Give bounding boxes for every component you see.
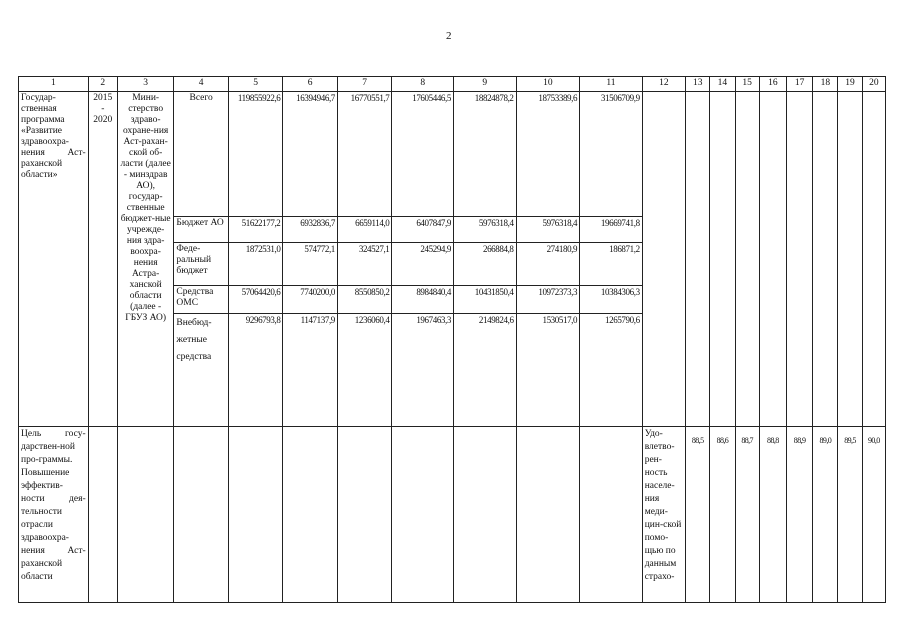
source-oms-funds: Средства ОМС (174, 286, 229, 314)
empty-cell (337, 427, 392, 603)
header-cell: 5 (228, 77, 283, 92)
empty-cell (392, 427, 454, 603)
header-cell: 17 (786, 77, 812, 92)
header-cell: 2 (88, 77, 117, 92)
value-cell: 16394946,7 (283, 92, 338, 217)
header-cell: 3 (117, 77, 174, 92)
value-cell: 19669741,8 (580, 217, 643, 243)
indicator-value: 88,8 (759, 427, 786, 603)
header-cell: 4 (174, 77, 229, 92)
empty-cell (228, 427, 283, 603)
value-cell: 16770551,7 (337, 92, 392, 217)
indicator-value: 88,5 (686, 427, 710, 603)
value-cell: 18753389,6 (516, 92, 580, 217)
value-cell: 6659114,0 (337, 217, 392, 243)
value-cell: 17605446,5 (392, 92, 454, 217)
value-cell: 10431850,4 (453, 286, 516, 314)
table-row (19, 92, 886, 217)
source-regional-budget: Бюджет АО (174, 217, 229, 243)
program-executor: Мини-стерство здраво-охране-ния Аст-рахан-ской об-ласти (далее - минздрав АО), государ-ственные бюджет-ные учрежде-ния здра-воохра-нения Астра-ханской области (далее - ГБУЗ АО) (117, 92, 174, 427)
header-cell: 1 (19, 77, 89, 92)
empty-cell (453, 427, 516, 603)
value-cell: 274180,9 (516, 243, 580, 286)
header-cell: 20 (862, 77, 885, 92)
value-cell: 2149824,6 (453, 314, 516, 427)
indicator-value: 90,0 (862, 427, 885, 603)
value-cell: 51622177,2 (228, 217, 283, 243)
empty-cell (813, 92, 838, 427)
value-cell: 5976318,4 (516, 217, 580, 243)
empty-cell (516, 427, 580, 603)
header-cell: 6 (283, 77, 338, 92)
header-cell: 14 (710, 77, 735, 92)
empty-cell (710, 92, 735, 427)
value-cell: 1147137,9 (283, 314, 338, 427)
goal-indicator: Удо-влетво-рен-ность населе-ния меди-цин-ской помо-щью по данным страхо- (642, 427, 685, 603)
header-cell: 12 (642, 77, 685, 92)
header-cell: 16 (759, 77, 786, 92)
value-cell: 1967463,3 (392, 314, 454, 427)
empty-cell (283, 427, 338, 603)
value-cell: 186871,2 (580, 243, 643, 286)
header-cell: 19 (838, 77, 862, 92)
value-cell: 57064420,6 (228, 286, 283, 314)
value-cell: 8984840,4 (392, 286, 454, 314)
value-cell: 6407847,9 (392, 217, 454, 243)
value-cell: 1872531,0 (228, 243, 283, 286)
indicator-value: 89,5 (838, 427, 862, 603)
value-cell: 10384306,3 (580, 286, 643, 314)
header-cell: 7 (337, 77, 392, 92)
value-cell: 324527,1 (337, 243, 392, 286)
indicator-value: 89,0 (813, 427, 838, 603)
value-cell: 245294,9 (392, 243, 454, 286)
goal-row (19, 427, 886, 603)
column-numbers-row (19, 77, 886, 92)
empty-cell (838, 92, 862, 427)
empty-cell (642, 92, 685, 427)
header-cell: 10 (516, 77, 580, 92)
source-total: Всего (174, 92, 229, 217)
indicator-value: 88,6 (710, 427, 735, 603)
value-cell: 9296793,8 (228, 314, 283, 427)
program-years: 2015 - 2020 (88, 92, 117, 427)
indicator-value: 88,7 (735, 427, 759, 603)
source-federal-budget: Феде-ральный бюджет (174, 243, 229, 286)
value-cell: 119855922,6 (228, 92, 283, 217)
value-cell: 18824878,2 (453, 92, 516, 217)
header-cell: 15 (735, 77, 759, 92)
value-cell: 574772,1 (283, 243, 338, 286)
header-cell: 8 (392, 77, 454, 92)
empty-cell (862, 92, 885, 427)
value-cell: 6932836,7 (283, 217, 338, 243)
header-cell: 9 (453, 77, 516, 92)
program-name: Государ-ственная программа «Развитие здравоохра-нения Аст-раханской области» (19, 92, 89, 427)
header-cell: 11 (580, 77, 643, 92)
empty-cell (580, 427, 643, 603)
header-cell: 18 (813, 77, 838, 92)
indicator-value: 88,9 (786, 427, 812, 603)
empty-cell (759, 92, 786, 427)
goal-text: Цель госу-дарствен-ной про-граммы. Повышение эффектив-ности дея-тельности отрасли здравоохра-нения Аст-раханской области (19, 427, 89, 603)
value-cell: 7740200,0 (283, 286, 338, 314)
header-cell: 13 (686, 77, 710, 92)
empty-cell (117, 427, 174, 603)
value-cell: 1265790,6 (580, 314, 643, 427)
program-table (18, 76, 886, 603)
value-cell: 8550850,2 (337, 286, 392, 314)
empty-cell (786, 92, 812, 427)
value-cell: 1530517,0 (516, 314, 580, 427)
empty-cell (88, 427, 117, 603)
page-number: 2 (446, 30, 452, 42)
source-extrabudgetary: Внебюд-жетные средства (174, 314, 229, 427)
empty-cell (174, 427, 229, 603)
value-cell: 266884,8 (453, 243, 516, 286)
value-cell: 5976318,4 (453, 217, 516, 243)
empty-cell (735, 92, 759, 427)
empty-cell (686, 92, 710, 427)
value-cell: 10972373,3 (516, 286, 580, 314)
value-cell: 31506709,9 (580, 92, 643, 217)
value-cell: 1236060,4 (337, 314, 392, 427)
